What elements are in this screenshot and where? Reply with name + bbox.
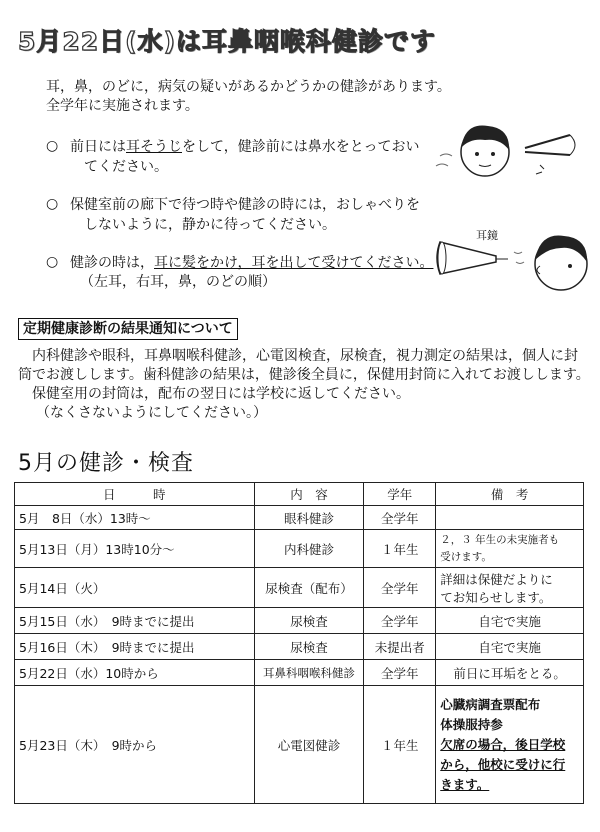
row-note — [436, 506, 584, 530]
row-content: 内科健診 — [254, 530, 364, 568]
table-row — [15, 608, 584, 634]
intro-line-1: 耳，鼻，のどに，病気の疑いがあるかどうかの健診があります。 — [46, 79, 451, 95]
ear-speculum-label: 耳鏡 — [476, 229, 498, 242]
row-grade: １年生 — [364, 686, 436, 804]
results-notice-heading: 定期健康診断の結果通知について — [18, 318, 238, 340]
table-row — [15, 660, 584, 686]
page-title: 5月22日(水)は耳鼻咽喉科健診です — [18, 27, 437, 56]
row-grade: １年生 — [364, 530, 436, 568]
may-schedule-heading: 5月の健診・検査 — [18, 451, 194, 476]
header-grade: 学年 — [364, 483, 436, 506]
note-line: 受けます。 — [440, 550, 492, 563]
row-date: 5月23日（木） 9時から — [15, 686, 255, 804]
bullet-mark: ○ — [46, 196, 59, 212]
note-line: てお知らせします。 — [440, 589, 552, 605]
row-date: 5月16日（木） 9時までに提出 — [15, 634, 255, 660]
header-note: 備 考 — [436, 483, 584, 506]
note-line: 詳細は保健だよりに — [440, 571, 553, 587]
results-line-2: 筒でお渡しします。歯科健診の結果は，健診後全員に，保健用封筒に入れてお渡しします。 — [18, 367, 590, 383]
row-grade: 全学年 — [364, 506, 436, 530]
bullet-2-line-2: しないように，静かに待ってください。 — [84, 217, 336, 233]
bullet-3-line-2: （左耳，右耳，鼻，のどの順） — [80, 274, 276, 290]
bullet-2-line-1: 保健室前の廊下で待つ時や健診の時には，おしゃべりを — [70, 197, 420, 213]
bullet-1-text-a: 前日には — [70, 139, 126, 155]
row-date: 5月22日（水）10時から — [15, 660, 255, 686]
schedule-table — [14, 482, 584, 804]
bullet-1-line-1 — [70, 138, 419, 157]
row-content: 耳鼻科咽喉科健診 — [254, 660, 364, 686]
bullet-1-text-b: をして，健診前には鼻水をとっておい — [182, 139, 420, 155]
bullet-1-line-2: てください。 — [84, 159, 168, 175]
row-note: 自宅で実施 — [436, 608, 584, 634]
bullet-mark: ○ — [46, 138, 59, 154]
intro-line-2: 全学年に実施されます。 — [46, 98, 199, 114]
row-note — [436, 568, 584, 608]
row-content: 尿検査（配布） — [254, 568, 364, 608]
bullet-3-text-a: 健診の時は， — [70, 255, 154, 271]
row-note: 自宅で実施 — [436, 634, 584, 660]
note-line: きます。 — [440, 776, 490, 792]
note-line: 欠席の場合，後日学校 — [440, 736, 566, 752]
note-line: ２，３ 年生の未実施者も — [440, 533, 560, 546]
row-content: 尿検査 — [254, 634, 364, 660]
header-date: 日 時 — [15, 483, 255, 506]
row-date: 5月 8日（水）13時〜 — [15, 506, 255, 530]
row-date: 5月15日（水） 9時までに提出 — [15, 608, 255, 634]
row-grade: 全学年 — [364, 660, 436, 686]
boy-with-tweezers-icon — [430, 110, 595, 190]
row-grade: 全学年 — [364, 608, 436, 634]
results-line-3: 保健室用の封筒は，配布の翌日には学校に返してください。 — [32, 386, 410, 402]
note-line: 心臓病調査票配布 — [440, 696, 541, 712]
table-row — [15, 506, 584, 530]
table-row — [15, 530, 584, 568]
row-note — [436, 686, 584, 804]
row-content: 眼科健診 — [254, 506, 364, 530]
row-note: 前日に耳垢をとる。 — [436, 660, 584, 686]
header-content: 内 容 — [254, 483, 364, 506]
row-grade: 全学年 — [364, 568, 436, 608]
table-header-row — [15, 483, 584, 506]
row-grade: 未提出者 — [364, 634, 436, 660]
note-line: 体操服持参 — [440, 716, 503, 732]
row-content: 尿検査 — [254, 608, 364, 634]
results-line-4: （なくさないようにしてください。） — [36, 405, 267, 421]
table-row — [15, 634, 584, 660]
results-line-1: 内科健診や眼科，耳鼻咽喉科健診，心電図検査，尿検査，視力測定の結果は，個人に封 — [32, 348, 578, 364]
row-note — [436, 530, 584, 568]
row-date: 5月13日（月）13時10分〜 — [15, 530, 255, 568]
bullet-3-line-1 — [70, 254, 433, 273]
bullet-3-underlined: 耳に髪をかけ，耳を出して受けてください。 — [154, 255, 434, 271]
table-row — [15, 686, 584, 804]
bullet-mark: ○ — [46, 254, 59, 270]
row-content: 心電図健診 — [254, 686, 364, 804]
ear-speculum-icon — [436, 222, 596, 302]
bullet-1-underlined: 耳そうじ — [126, 139, 182, 155]
table-row — [15, 568, 584, 608]
note-line: から，他校に受けに行 — [440, 756, 566, 772]
row-date: 5月14日（火） — [15, 568, 255, 608]
